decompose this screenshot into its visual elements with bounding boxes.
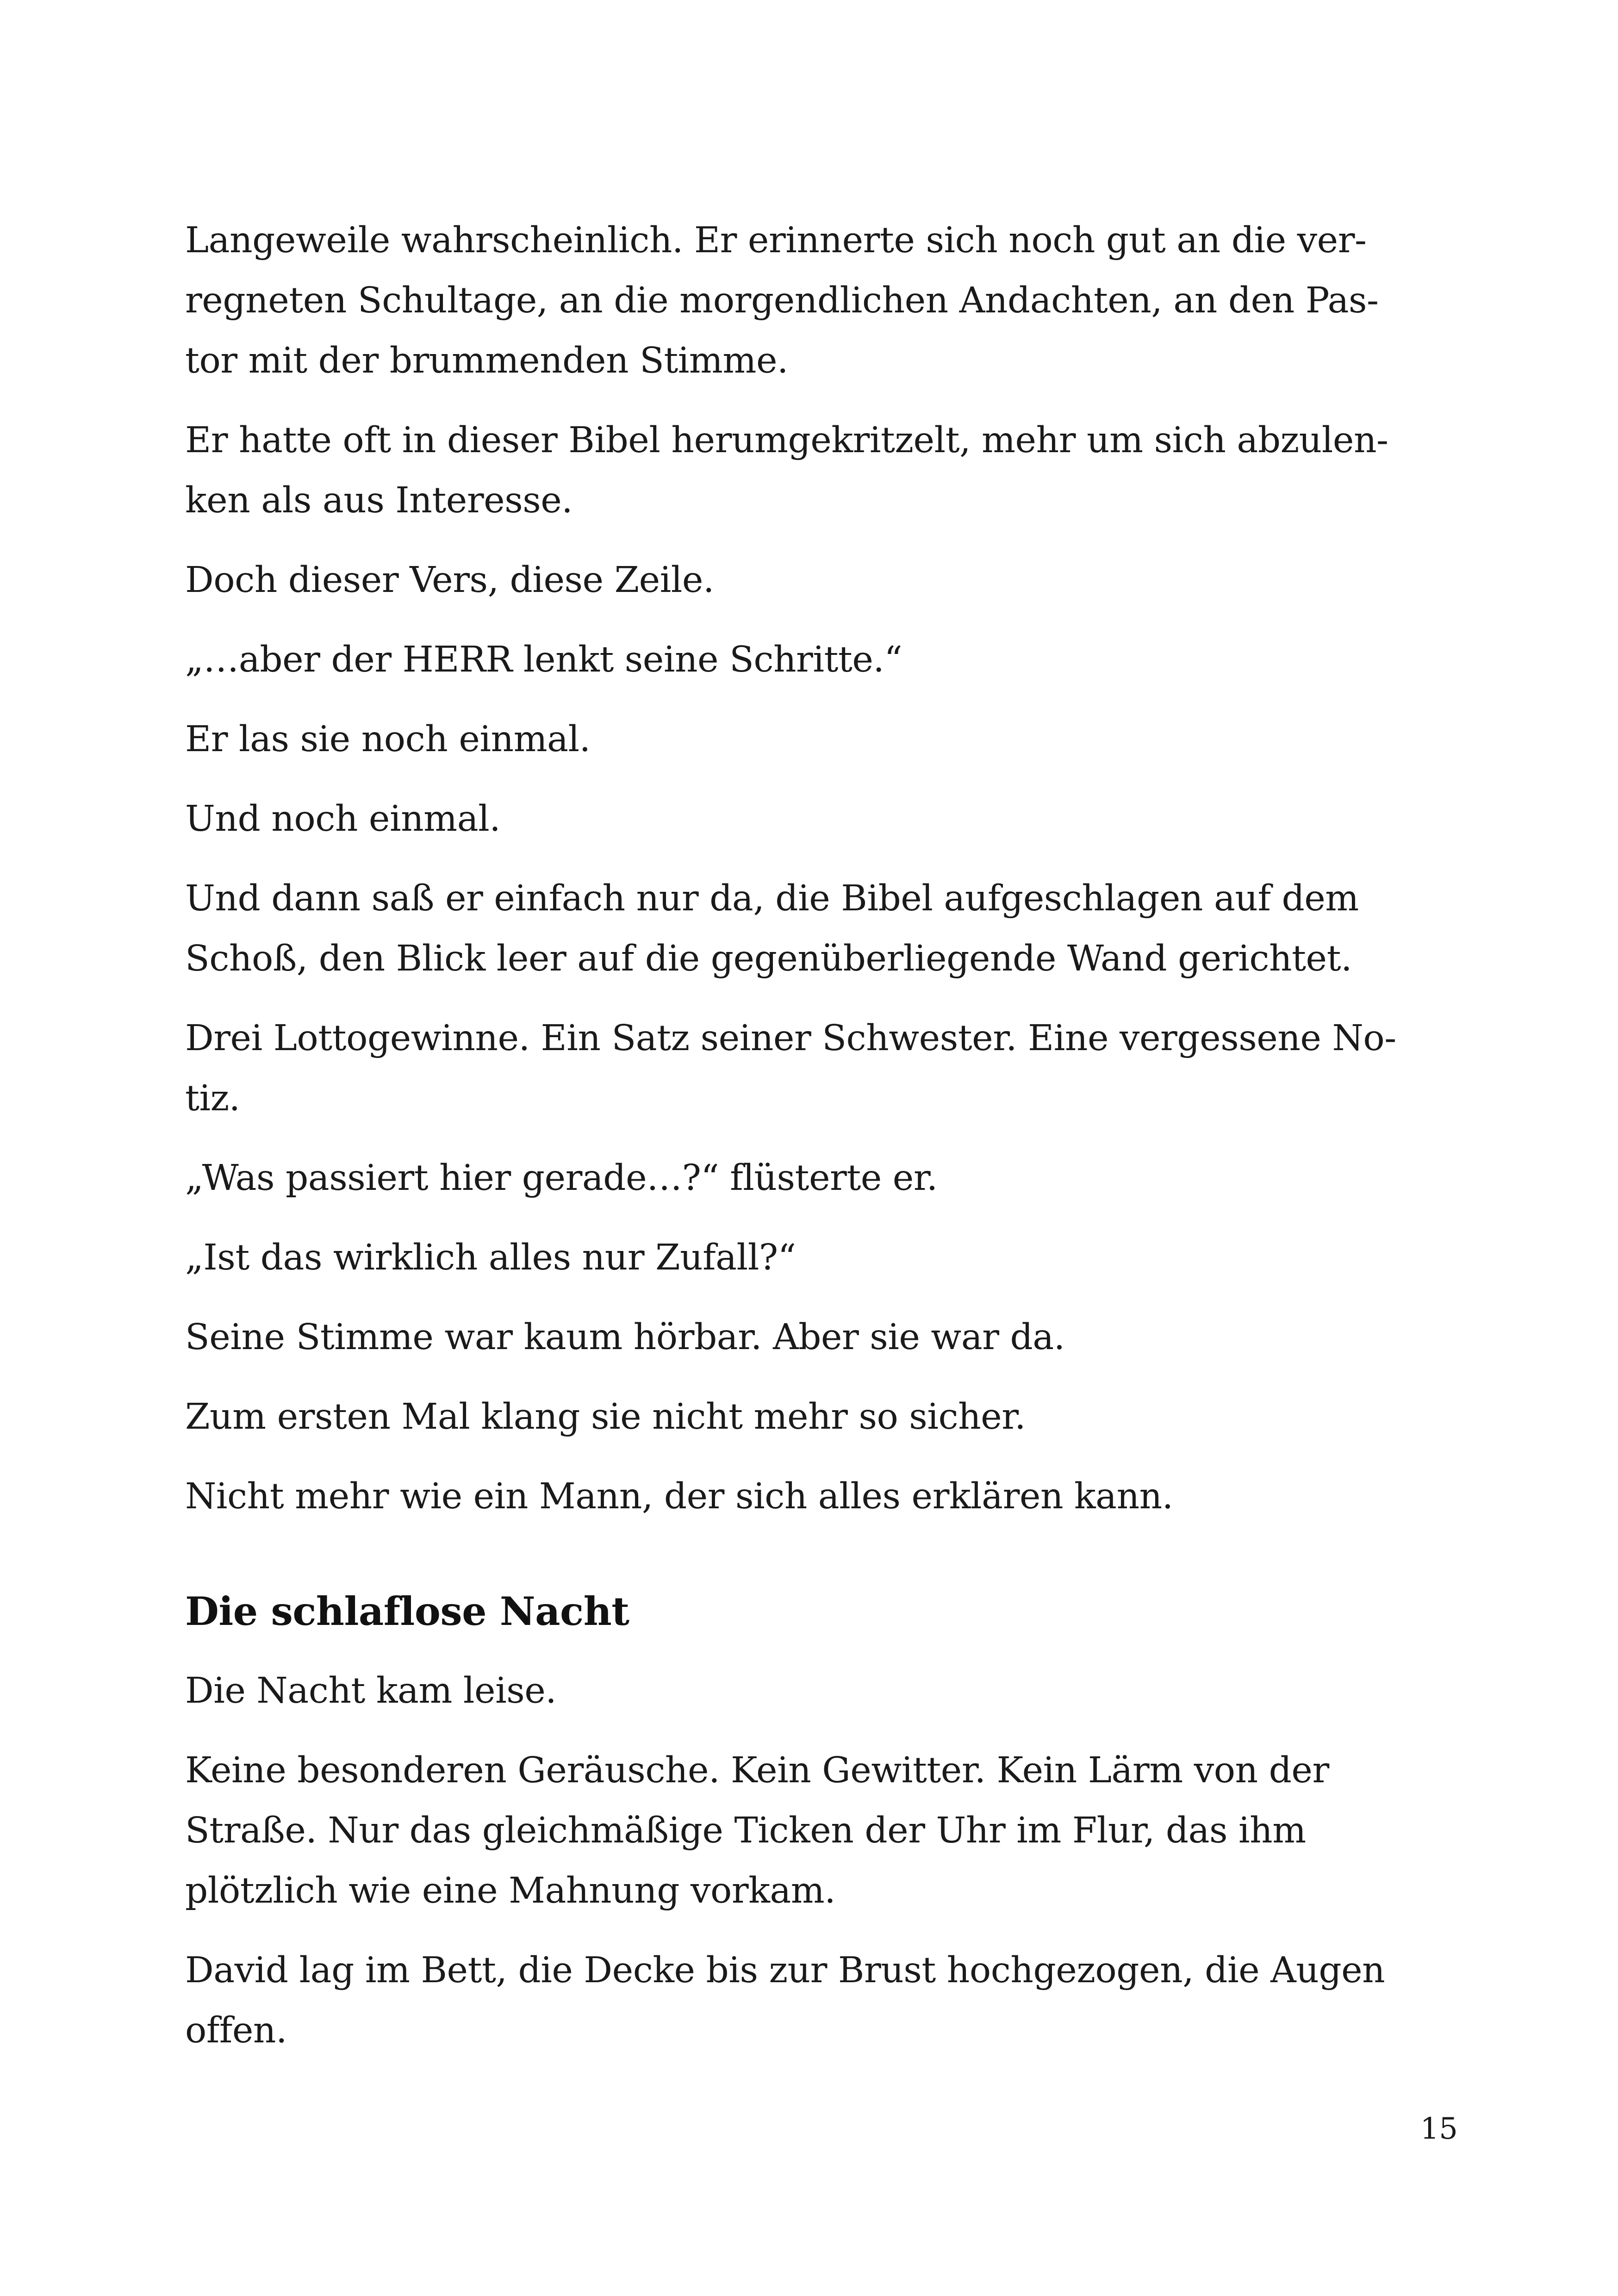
- text-line: „…aber der HERR lenkt seine Schritte.“: [185, 639, 902, 680]
- paragraph: [185, 869, 1444, 989]
- section-heading: Die schlaflose Nacht: [185, 1588, 629, 1634]
- paragraph: [185, 1307, 1444, 1368]
- paragraph: [185, 211, 1444, 391]
- text-line: Keine besonderen Geräusche. Kein Gewitter. Kein Lärm von der: [185, 1750, 1329, 1791]
- paragraph: [185, 1387, 1444, 1447]
- text-line: Drei Lottogewinne. Ein Satz seiner Schwester. Eine vergessene No-: [185, 1018, 1396, 1059]
- paragraph: [185, 411, 1444, 531]
- text-line: Und noch einmal.: [185, 798, 501, 840]
- text-line: Nicht mehr wie ein Mann, der sich alles erklären kann.: [185, 1476, 1173, 1517]
- text-line: tiz.: [185, 1078, 240, 1119]
- text-line: Die Nacht kam leise.: [185, 1670, 557, 1711]
- paragraph: [185, 1148, 1444, 1208]
- paragraph: [185, 1008, 1444, 1129]
- text-line: Langeweile wahrscheinlich. Er erinnerte sich noch gut an die ver-: [185, 220, 1367, 261]
- paragraph: [185, 630, 1444, 690]
- paragraph: [185, 1467, 1444, 1527]
- paragraph: [185, 1741, 1444, 1921]
- text-line: ken als aus Interesse.: [185, 480, 573, 521]
- paragraph: [185, 789, 1444, 849]
- text-line: plötzlich wie eine Mahnung vorkam.: [185, 1870, 836, 1911]
- text-line: regneten Schultage, an die morgendlichen Andachten, an den Pas-: [185, 280, 1379, 321]
- text-line: tor mit der brummenden Stimme.: [185, 340, 788, 381]
- text-line: offen.: [185, 2010, 287, 2051]
- text-line: Zum ersten Mal klang sie nicht mehr so sicher.: [185, 1396, 1026, 1437]
- text-line: Er las sie noch einmal.: [185, 719, 591, 760]
- paragraph: [185, 550, 1444, 610]
- text-line: Schoß, den Blick leer auf die gegenüberliegende Wand gerichtet.: [185, 938, 1352, 979]
- body-text: [185, 211, 1444, 2080]
- paragraph: [185, 1941, 1444, 2061]
- paragraph: [185, 1228, 1444, 1288]
- text-line: Doch dieser Vers, diese Zeile.: [185, 560, 714, 601]
- text-line: Er hatte oft in dieser Bibel herumgekritzelt, mehr um sich abzulen-: [185, 420, 1388, 461]
- paragraph: [185, 1661, 1444, 1721]
- text-line: Straße. Nur das gleichmäßige Ticken der Uhr im Flur, das ihm: [185, 1810, 1306, 1851]
- paragraphs-after-heading: [185, 1661, 1444, 2061]
- text-line: Seine Stimme war kaum hörbar. Aber sie war da.: [185, 1317, 1065, 1358]
- text-line: David lag im Bett, die Decke bis zur Brust hochgezogen, die Augen: [185, 1950, 1385, 1991]
- text-line: „Was passiert hier gerade…?“ flüsterte er.: [185, 1157, 938, 1199]
- text-line: „Ist das wirklich alles nur Zufall?“: [185, 1237, 796, 1278]
- paragraphs-before-heading: [185, 211, 1444, 1527]
- text-line: Und dann saß er einfach nur da, die Bibel aufgeschlagen auf dem: [185, 878, 1359, 919]
- page-number: 15: [1420, 2112, 1458, 2146]
- paragraph: [185, 709, 1444, 770]
